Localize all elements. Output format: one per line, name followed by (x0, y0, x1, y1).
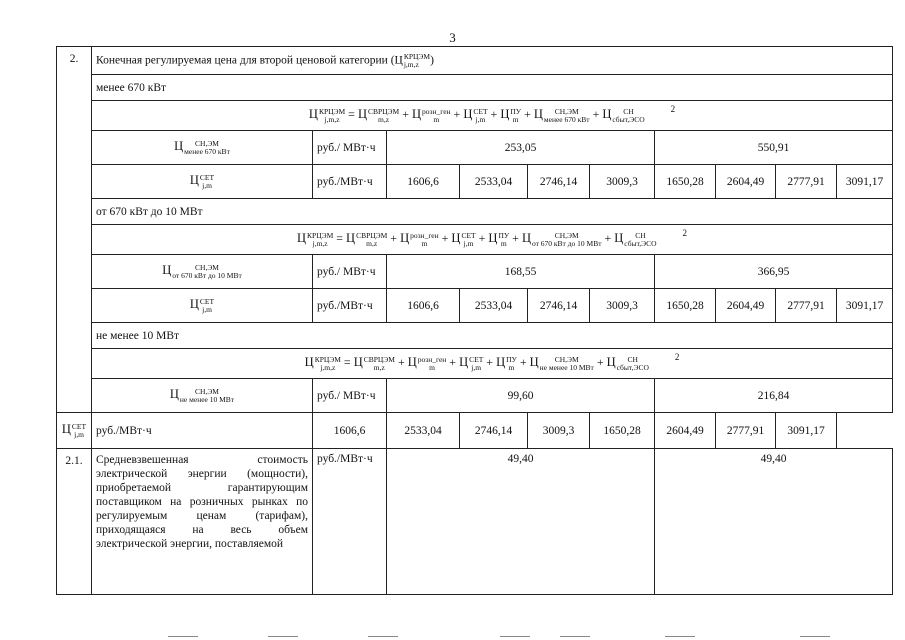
value-cell: 3091,17 (837, 289, 893, 323)
superscript: ПУ (498, 230, 510, 240)
superscript: СН,ЭМ (554, 106, 579, 116)
indices (172, 264, 242, 280)
formula: Ц КРЦЭМ j,m,z = Ц СВРЦЭМ m,z + Ц розн_ген m + Ц СЕТ j,m + Ц ПУ m + Ц СН,ЭМ не менее 10 МВт + Ц СН сбыт,ЭСО $^2$ (92, 349, 893, 379)
formula: Ц КРЦЭМ j,m,z = Ц СВРЦЭМ m,z + Ц розн_ген m + Ц СЕТ j,m + Ц ПУ m + Ц СН,ЭМ от 670 кВт до 10 МВт + Ц СН сбыт,ЭСО $^2$ (92, 225, 893, 255)
unit-cell: руб./ МВт·ч (313, 255, 387, 289)
superscript: СН,ЭМ (195, 138, 219, 148)
value-cell: 2533,04 (460, 165, 528, 199)
price-symbol: Ц (189, 297, 199, 312)
price-symbol: Ц (400, 231, 410, 246)
subscript: менее 670 кВт (543, 114, 590, 124)
price-symbol: Ц (459, 355, 469, 370)
network-label (57, 413, 92, 449)
page-number: 3 (449, 30, 456, 45)
tier-heading-row (57, 323, 893, 349)
network-row (57, 165, 893, 199)
markup-label (92, 379, 313, 413)
formula-term (488, 230, 510, 248)
indices (315, 356, 341, 372)
markup-symbol (174, 138, 230, 156)
indices (532, 232, 602, 248)
subscript: сбыт,ЭСО (624, 238, 657, 248)
indices (544, 108, 590, 124)
value-cell: 99,60 (387, 379, 655, 413)
superscript: СВРЦЭМ (356, 230, 388, 240)
formula-term (463, 106, 488, 124)
network-row (57, 413, 893, 449)
formula-term (357, 106, 400, 124)
price-symbol: Ц (169, 387, 179, 402)
value-cell: 2746,14 (528, 289, 590, 323)
formula-term (353, 354, 395, 372)
superscript: СН (635, 230, 646, 240)
indices (612, 108, 644, 124)
value-cell: 3009,3 (590, 165, 655, 199)
superscript: СЕТ (199, 296, 215, 306)
formula-term (407, 354, 447, 372)
unit-cell: руб./МВт·ч (313, 449, 387, 595)
superscript: КРЦЭМ (307, 230, 334, 240)
superscript: ПУ (506, 354, 517, 364)
indices (356, 232, 387, 248)
subscript: не менее 10 МВт (539, 362, 594, 372)
section-2-row (57, 47, 893, 75)
indices (319, 108, 345, 124)
subscript: от 670 кВт до 10 МВт (172, 270, 242, 280)
formula-lhs (304, 354, 341, 372)
indices (422, 108, 451, 124)
indices (200, 174, 214, 190)
markup-label (92, 255, 313, 289)
title-text: Конечная регулируемая цена для второй ценовой категории (Ц (96, 54, 403, 67)
markup-label (92, 131, 313, 165)
value-cell: 3009,3 (528, 413, 590, 449)
subscript: от 670 кВт до 10 МВт (531, 238, 602, 248)
superscript: СН,ЭМ (554, 354, 579, 364)
price-symbol: Ц (407, 355, 417, 370)
network-row (57, 289, 893, 323)
value-cell: 3091,17 (776, 413, 837, 449)
formula-term (614, 230, 657, 248)
value-cell: 1606,6 (387, 289, 460, 323)
value-cell: 2533,04 (460, 289, 528, 323)
indices (200, 298, 214, 314)
subscript: m,z (366, 238, 378, 248)
indices (418, 356, 447, 372)
value-cell: 1650,28 (590, 413, 655, 449)
superscript: КРЦЭМ (403, 51, 431, 61)
markup-symbol (162, 262, 242, 280)
superscript: КРЦЭМ (318, 106, 346, 116)
superscript: розн_ген (410, 230, 439, 240)
bottom-marks (0, 636, 905, 638)
formula-term (400, 230, 439, 248)
price-symbol: Ц (602, 107, 612, 122)
superscript: СЕТ (473, 106, 488, 116)
superscript: розн_ген (422, 106, 451, 116)
price-symbol: Ц (521, 231, 531, 246)
value-cell: 1650,28 (655, 289, 716, 323)
superscript: СЕТ (461, 230, 476, 240)
markup-row (57, 131, 893, 165)
tier-heading: менее 670 кВт (92, 75, 893, 101)
value-cell: 49,40 (655, 449, 893, 595)
subscript: j,m (74, 429, 84, 439)
superscript: СН,ЭМ (195, 262, 219, 272)
value-cell: 2746,14 (528, 165, 590, 199)
subscript: менее 670 кВт (184, 146, 230, 156)
network-symbol (189, 172, 215, 190)
value-cell: 2777,91 (716, 413, 776, 449)
superscript: СН,ЭМ (195, 386, 219, 396)
indices (364, 356, 395, 372)
network-label (92, 289, 313, 323)
value-cell: 1606,6 (313, 413, 387, 449)
subscript: j,m (471, 362, 482, 372)
value-cell: 1606,6 (387, 165, 460, 199)
value-cell: 216,84 (655, 379, 893, 413)
superscript: СЕТ (199, 172, 215, 182)
formula-row (57, 349, 893, 379)
price-symbol: Ц (353, 355, 363, 370)
subscript: сбыт,ЭСО (616, 362, 649, 372)
footnote-marker: 2 (670, 104, 676, 115)
formula-row (57, 101, 893, 131)
value-cell: 168,55 (387, 255, 655, 289)
value-cell: 2604,49 (716, 165, 776, 199)
indices (473, 108, 487, 124)
formula-term (521, 230, 602, 248)
value-cell: 2777,91 (776, 165, 837, 199)
formula-term (606, 354, 649, 372)
network-symbol (61, 421, 87, 439)
price-symbol: Ц (463, 107, 473, 122)
formula-row (57, 225, 893, 255)
price-symbol: Ц (304, 355, 314, 370)
indices (180, 388, 234, 404)
formula: Ц КРЦЭМ j,m,z = Ц СВРЦЭМ m,z + Ц розн_ген m + Ц СЕТ j,m + Ц ПУ m + Ц СН,ЭМ менее 670 кВт + Ц СН сбыт,ЭСО $^2$ (92, 101, 893, 131)
indices (307, 232, 333, 248)
value-cell: 2604,49 (655, 413, 716, 449)
title-close: ) (430, 54, 434, 67)
subscript: m,z (378, 114, 390, 124)
indices (498, 232, 509, 248)
superscript: розн_ген (417, 354, 447, 364)
markup-row (57, 379, 893, 413)
markup-symbol (169, 386, 235, 404)
price-symbol: Ц (488, 231, 498, 246)
section-number: 2.1. (57, 449, 92, 595)
subscript: не менее 10 МВт (179, 394, 235, 404)
formula-term (496, 354, 517, 372)
subscript: m (421, 238, 428, 248)
value-cell: 3009,3 (590, 289, 655, 323)
title-indices (404, 53, 430, 69)
price-symbol: Ц (357, 107, 367, 122)
indices (617, 356, 649, 372)
price-symbol: Ц (346, 231, 356, 246)
unit-cell: руб./МВт·ч (313, 289, 387, 323)
subscript: j,m,z (403, 59, 419, 69)
superscript: СН (627, 354, 638, 364)
network-symbol (189, 296, 215, 314)
price-symbol: Ц (533, 107, 543, 122)
subscript: m (433, 114, 440, 124)
tier-heading: от 670 кВт до 10 МВт (92, 199, 893, 225)
subscript: j,m (475, 114, 486, 124)
formula-term (346, 230, 388, 248)
network-label (92, 165, 313, 199)
value-cell: 2746,14 (460, 413, 528, 449)
value-cell: 2604,49 (716, 289, 776, 323)
section-description: Средневзвешенная стоимость электрической энергии (мощности), приобретаемой гарантирующим поставщиком на розничных рынках по регулируемым ценам (тарифам), приходящаяся на весь объем электрической энергии, поставляемой (92, 449, 313, 595)
subscript: m (429, 362, 435, 372)
subscript: j,m,z (320, 362, 336, 372)
footnote-marker: 2 (674, 352, 680, 363)
section-title (92, 47, 893, 75)
indices (506, 356, 517, 372)
value-cell: 3091,17 (837, 165, 893, 199)
value-cell: 550,91 (655, 131, 893, 165)
tier-heading-row (57, 199, 893, 225)
price-symbol: Ц (451, 231, 461, 246)
tier-heading: не менее 10 МВт (92, 323, 893, 349)
price-symbol: Ц (174, 139, 184, 154)
tier-heading-row (57, 75, 893, 101)
superscript: КРЦЭМ (314, 354, 341, 364)
price-symbol: Ц (606, 355, 616, 370)
price-symbol: Ц (297, 231, 307, 246)
formula-term (411, 106, 451, 124)
price-symbol: Ц (496, 355, 506, 370)
subscript: j,m,z (312, 238, 328, 248)
value-cell: 2533,04 (387, 413, 460, 449)
price-symbol: Ц (529, 355, 539, 370)
indices (184, 140, 230, 156)
superscript: СВРЦЭМ (363, 354, 395, 364)
indices (540, 356, 594, 372)
subscript: j,m,z (324, 114, 340, 124)
subscript: m (508, 362, 515, 372)
superscript: СЕТ (469, 354, 484, 364)
unit-cell: руб./ МВт·ч (313, 131, 387, 165)
unit-cell: руб./МВт·ч (92, 413, 313, 449)
unit-cell: руб./ МВт·ч (313, 379, 387, 413)
price-symbol: Ц (189, 173, 199, 188)
subscript: m,z (373, 362, 385, 372)
formula-term (533, 106, 590, 124)
indices (368, 108, 399, 124)
formula-lhs (297, 230, 334, 248)
formula-term (500, 106, 522, 124)
indices (461, 232, 475, 248)
indices (510, 108, 521, 124)
superscript: СЕТ (71, 421, 87, 431)
formula-term (602, 106, 645, 124)
tariff-table (56, 46, 893, 595)
indices (624, 232, 656, 248)
value-cell: 1650,28 (655, 165, 716, 199)
superscript: ПУ (510, 106, 522, 116)
subscript: сбыт,ЭСО (612, 114, 645, 124)
markup-row (57, 255, 893, 289)
subscript: j,m (202, 180, 212, 190)
value-cell: 253,05 (387, 131, 655, 165)
indices (72, 423, 86, 439)
value-cell: 49,40 (387, 449, 655, 595)
indices (410, 232, 439, 248)
superscript: СВРЦЭМ (367, 106, 400, 116)
subscript: j,m (463, 238, 474, 248)
price-symbol: Ц (500, 107, 510, 122)
section-number: 2. (57, 47, 92, 413)
superscript: СН,ЭМ (554, 230, 579, 240)
value-cell: 366,95 (655, 255, 893, 289)
formula-lhs (308, 106, 346, 124)
price-symbol: Ц (411, 107, 421, 122)
subscript: m (500, 238, 507, 248)
price-symbol: Ц (162, 263, 172, 278)
formula-term (459, 354, 484, 372)
subscript: m (512, 114, 519, 124)
unit-cell: руб./МВт·ч (313, 165, 387, 199)
price-symbol: Ц (308, 107, 318, 122)
price-symbol: Ц (614, 231, 624, 246)
superscript: СН (623, 106, 634, 116)
formula-term (529, 354, 594, 372)
formula-term (451, 230, 476, 248)
section-2-1-row (57, 449, 893, 595)
footnote-marker: 2 (682, 228, 688, 239)
value-cell: 2777,91 (776, 289, 837, 323)
price-symbol: Ц (61, 422, 71, 437)
subscript: j,m (202, 304, 212, 314)
indices (469, 356, 483, 372)
